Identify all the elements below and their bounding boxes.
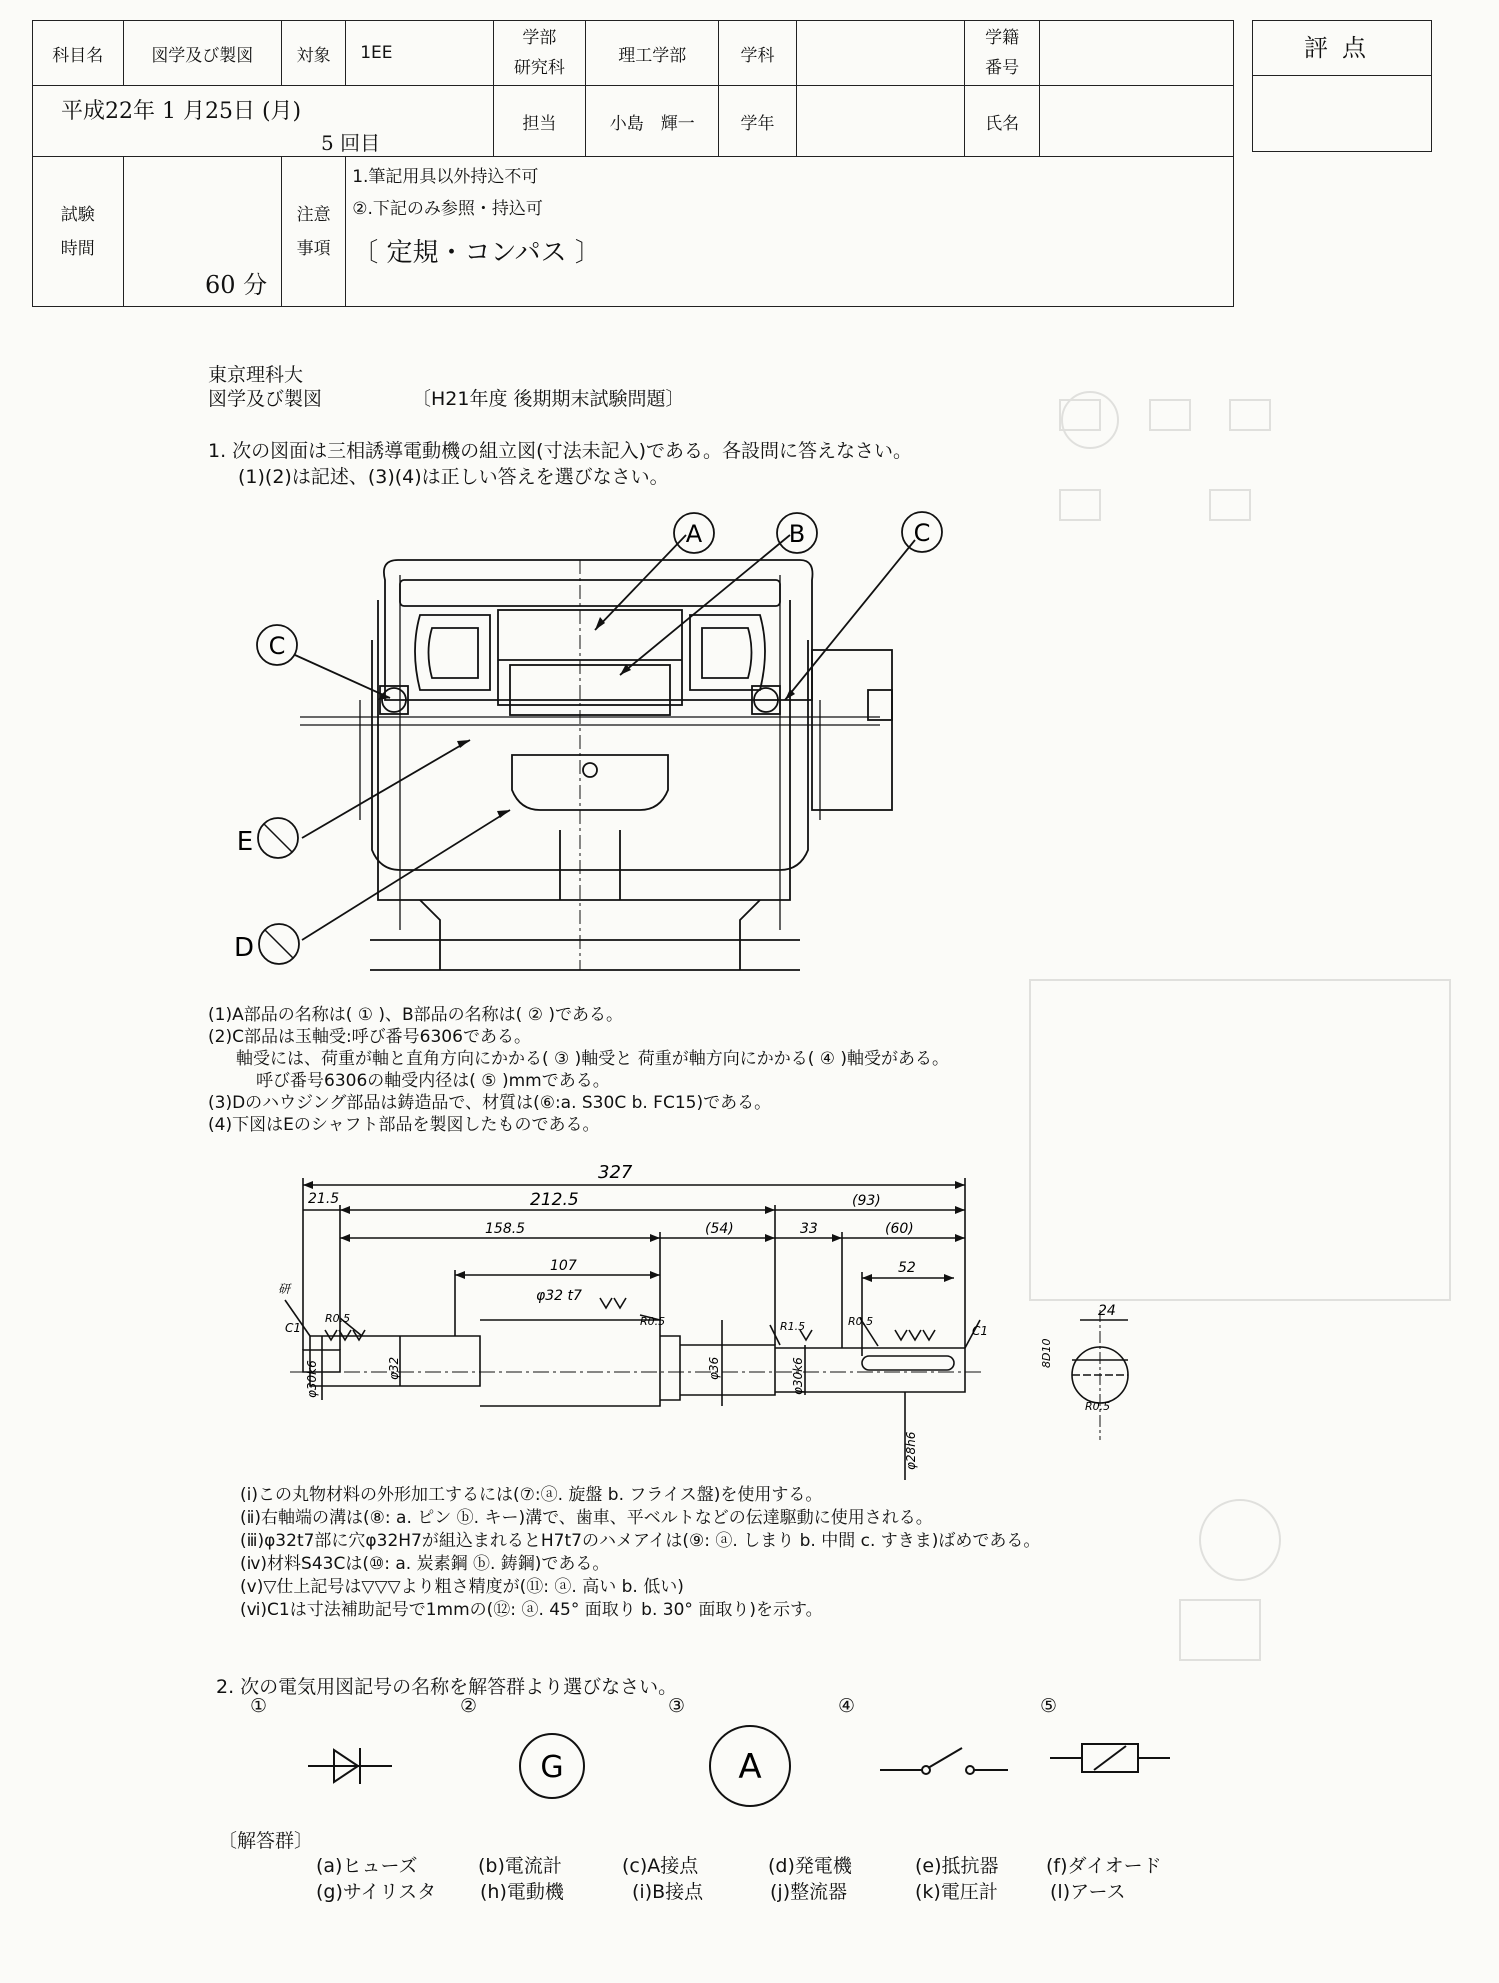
exam-date: 平成22年 1 月25日 (月) [61, 99, 302, 124]
phi-32: φ32 [387, 1356, 401, 1380]
student-id-label-line1: 学籍 [985, 28, 1020, 48]
electrical-symbols [0, 1700, 1499, 1820]
dim-107: 107 [550, 1258, 577, 1274]
notes-label-line1: 注意 [296, 204, 331, 225]
note-1: 1.筆記用具以外持込不可 [352, 167, 539, 187]
target-label: 対象 [282, 21, 346, 86]
exam-title: 〔H21年度 後期期末試験問題〕 [412, 388, 685, 410]
answer-h: (h)電動機 [480, 1881, 564, 1903]
name-label: 氏名 [965, 86, 1039, 157]
exam-session: 5 回目 [321, 131, 381, 155]
q2-intro: 2. 次の電気用図記号の名称を解答群より選びなさい。 [216, 1676, 678, 1698]
phi-28h6: φ28h6 [904, 1431, 918, 1470]
q1-item-4: 呼び番号6306の軸受内径は( ⑤ )mmである。 [256, 1071, 610, 1091]
label-r05-key: R0.5 [1085, 1400, 1111, 1413]
q2-num-1: ① [250, 1695, 268, 1717]
dim-212-5: 212.5 [530, 1190, 579, 1210]
q2-num-4: ④ [838, 1695, 856, 1717]
dim-54: (54) [705, 1221, 734, 1237]
answer-e: (e)抵抗器 [915, 1855, 999, 1877]
time-label-line1: 試験 [60, 204, 95, 225]
diode-symbol [308, 1748, 392, 1784]
label-ken: 研 [278, 1282, 291, 1296]
answer-d: (d)発電機 [768, 1855, 852, 1877]
label-c1-right: C1 [972, 1324, 989, 1338]
q1-item-3: 軸受には、荷重が軸と直角方向にかかる( ③ )軸受と 荷重が軸方向にかかる( ④ )軸受がある。 [236, 1049, 950, 1069]
year-label: 学年 [719, 86, 796, 157]
label-r05-right: R0.5 [848, 1315, 874, 1328]
q2-num-2: ② [460, 1695, 478, 1717]
q1-sub-3: (ⅲ)φ32t7部に穴φ32H7が組込まれるとH7t7のハメアイは(⑨: ⓐ. しまり b. 中間 c. すきま)ばめである。 [240, 1531, 1041, 1551]
label-C-right: C [913, 519, 931, 547]
subject-value: 図学及び製図 [123, 21, 282, 86]
time-label-line2: 時間 [60, 238, 95, 259]
target-value: 1EE [346, 21, 493, 86]
score-label: 評点 [1253, 21, 1431, 76]
faculty-value: 理工学部 [586, 21, 719, 86]
q1-item-1: (1)A部品の名称は( ① )、B部品の名称は( ② )である。 [208, 1005, 623, 1025]
answer-l: (l)アース [1050, 1881, 1126, 1903]
label-A: A [685, 520, 703, 548]
shaft-step-phi30-right [680, 1345, 775, 1395]
answer-b: (b)電流計 [478, 1855, 562, 1877]
dim-24: 24 [1098, 1303, 1116, 1319]
label-8d10: 8D10 [1040, 1338, 1053, 1368]
keyway [862, 1356, 954, 1370]
dim-21-5: 21.5 [308, 1191, 340, 1207]
q1-sub-4: (ⅳ)材料S43Cは(⑩: a. 炭素鋼 ⓑ. 鋳鋼)である。 [240, 1554, 610, 1574]
phi-32-t7: φ32 t7 [536, 1288, 582, 1304]
answer-j: (j)整流器 [770, 1881, 848, 1903]
q1-item-5: (3)Dのハウジング部品は鋳造品で、材質は(⑥:a. S30C b. FC15)である。 [208, 1093, 772, 1113]
q1-item-2: (2)C部品は玉軸受:呼び番号6306である。 [208, 1027, 531, 1047]
answer-group-label: 〔解答群〕 [218, 1830, 314, 1852]
q2-num-3: ③ [668, 1695, 686, 1717]
dim-total: 327 [598, 1162, 633, 1183]
note-handwritten: 〔 定規・コンパス 〕 [352, 238, 601, 268]
dim-93: (93) [852, 1193, 881, 1209]
label-E-handwritten: E [236, 827, 254, 857]
note-2: ②.下記のみ参照・持込可 [352, 199, 543, 219]
label-C-left: C [268, 632, 286, 660]
label-D-handwritten: D [233, 933, 255, 963]
time-value: 60 分 [204, 271, 268, 299]
switch-symbol [880, 1748, 1008, 1774]
shaft-step-phi36 [480, 1320, 660, 1406]
teacher-value: 小島 輝一 [586, 86, 719, 157]
q1-intro-1: 1. 次の図面は三相誘導電動機の組立図(寸法未記入)である。各設問に答えなさい。 [208, 440, 912, 462]
q1-sub-items [240, 1484, 1040, 1622]
answer-a: (a)ヒューズ [316, 1855, 418, 1877]
answer-i: (i)B接点 [632, 1881, 704, 1903]
course-name: 図学及び製図 [208, 388, 323, 410]
label-r05-mid: R0.5 [640, 1315, 666, 1328]
symbol-a-letter: A [738, 1747, 762, 1787]
q1-sub-1: (ⅰ)この丸物材料の外形加工するには(⑦:ⓐ. 旋盤 b. フライス盤)を使用する。 [240, 1485, 823, 1505]
dim-52: 52 [898, 1260, 916, 1276]
q1-sub-2: (ⅱ)右軸端の溝は(⑧: a. ピン ⓑ. キー)溝で、歯車、平ベルトなどの伝達駆動に使用される。 [240, 1508, 933, 1528]
q2-num-5: ⑤ [1040, 1695, 1058, 1717]
resistor-symbol [1050, 1744, 1170, 1772]
teacher-label: 担当 [493, 86, 586, 157]
label-c1-left: C1 [285, 1321, 302, 1335]
phi-36: φ36 [707, 1356, 721, 1380]
faculty-label-line2: 研究科 [513, 58, 565, 78]
phi-30k6-left: φ30k6 [305, 1360, 319, 1398]
notes-label-line2: 事項 [296, 238, 331, 259]
symbol-g-letter: G [540, 1750, 564, 1785]
faculty-label-line1: 学部 [522, 28, 557, 48]
phi-30k6-right: φ30k6 [791, 1357, 805, 1395]
dept-label: 学科 [719, 21, 796, 86]
label-r15: R1.5 [780, 1320, 806, 1333]
answer-c: (c)A接点 [622, 1855, 699, 1877]
answer-g: (g)サイリスタ [316, 1881, 437, 1903]
subject-label: 科目名 [33, 21, 124, 86]
q1-sub-6: (ⅵ)C1は寸法補助記号で1mmの(⑫: ⓐ. 45° 面取り b. 30° 面取り)を示す。 [240, 1600, 823, 1620]
label-B: B [788, 520, 806, 548]
answer-k: (k)電圧計 [915, 1881, 998, 1903]
student-id-label-line2: 番号 [985, 58, 1020, 78]
q1-sub-5: (ⅴ)▽仕上記号は▽▽▽より粗さ精度が(⑪: ⓐ. 高い b. 低い) [240, 1577, 684, 1597]
dim-60: (60) [885, 1221, 914, 1237]
q1-item-6: (4)下図はEのシャフト部品を製図したものである。 [208, 1115, 600, 1135]
answer-f: (f)ダイオード [1046, 1855, 1162, 1877]
university-name: 東京理科大 [208, 364, 304, 386]
label-r05-left: R0.5 [325, 1312, 351, 1325]
dim-33: 33 [800, 1221, 818, 1237]
q1-intro-2: (1)(2)は記述、(3)(4)は正しい答えを選びなさい。 [238, 466, 669, 488]
dim-158-5: 158.5 [485, 1221, 526, 1237]
